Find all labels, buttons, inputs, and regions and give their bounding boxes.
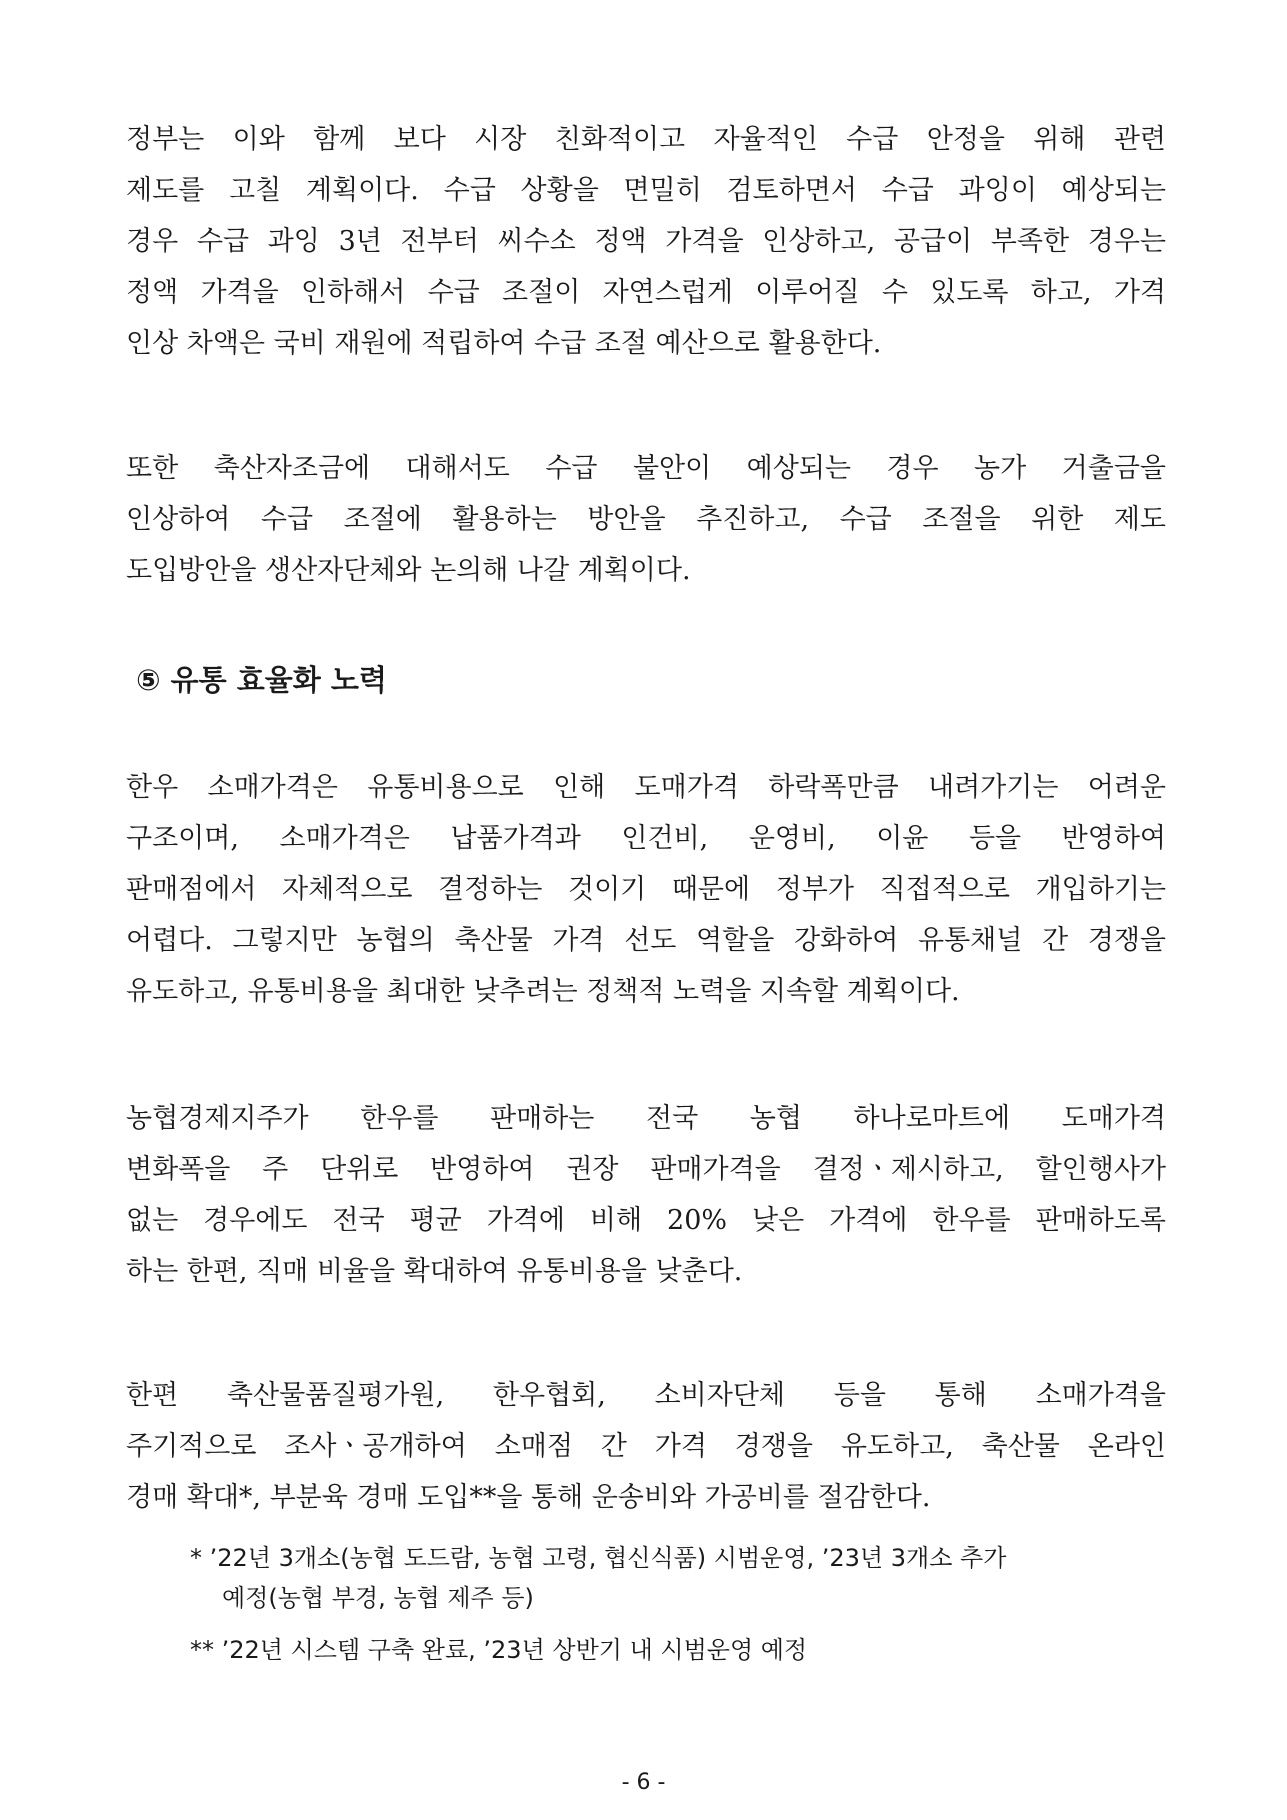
paragraph-line: 한우 소매가격은 유통비용으로 인해 도매가격 하락폭만큼 내려가기는 어려운 [126,772,1166,803]
paragraph-line: 또한 축산자조금에 대해서도 수급 불안이 예상되는 경우 농가 거출금을 [126,453,1166,484]
paragraph-line: 정부는 이와 함께 보다 시장 친화적이고 자율적인 수급 안정을 위해 관련 [126,124,1166,155]
paragraph-line: 없는 경우에도 전국 평균 가격에 비해 20% 낮은 가격에 한우를 판매하도록 [126,1205,1166,1236]
paragraph-line: 경우 수급 과잉 3년 전부터 씨수소 정액 가격을 인상하고, 공급이 부족한 경우는 [126,226,1166,257]
footnote-line: ** ’22년 시스템 구축 완료, ’23년 상반기 내 시범운영 예정 [190,1636,808,1664]
paragraph-line: 판매점에서 자체적으로 결정하는 것이기 때문에 정부가 직접적으로 개입하기는 [126,874,1166,905]
paragraph-line: 하는 한편, 직매 비율을 확대하여 유통비용을 낮춘다. [126,1256,743,1287]
footnote-line: * ’22년 3개소(농협 도드람, 농협 고령, 협신식품) 시범운영, ’23년 3개소 추가 [190,1544,1007,1572]
paragraph-line: 도입방안을 생산자단체와 논의해 나갈 계획이다. [126,555,691,586]
footnote-online-auction [190,1538,1170,1618]
paragraph-line: 인상하여 수급 조절에 활용하는 방안을 추진하고, 수급 조절을 위한 제도 [126,504,1166,535]
paragraph-supply-system [126,114,1166,369]
paragraph-line: 경매 확대*, 부분육 경매 도입**을 통해 운송비와 가공비를 절감한다. [126,1482,931,1513]
footnote-line: 예정(농협 부경, 농협 제주 등) [222,1584,534,1612]
paragraph-line: 주기적으로 조사ㆍ공개하여 소매점 간 가격 경쟁을 유도하고, 축산물 온라인 [126,1431,1166,1462]
paragraph-line: 한편 축산물품질평가원, 한우협회, 소비자단체 등을 통해 소매가격을 [126,1380,1166,1411]
paragraph-retail-price [126,762,1166,1017]
footnote-partial-meat-auction [190,1630,1170,1670]
section-heading: ⑤ 유통 효율화 노력 [136,663,387,697]
paragraph-line: 인상 차액은 국비 재원에 적립하여 수급 조절 예산으로 활용한다. [126,328,882,359]
paragraph-hanaro-mart [126,1093,1166,1297]
paragraph-line: 구조이며, 소매가격은 납품가격과 인건비, 운영비, 이윤 등을 반영하여 [126,823,1166,854]
paragraph-checkoff [126,443,1166,596]
paragraph-price-survey [126,1370,1166,1523]
paragraph-line: 농협경제지주가 한우를 판매하는 전국 농협 하나로마트에 도매가격 [126,1103,1166,1134]
paragraph-line: 제도를 고칠 계획이다. 수급 상황을 면밀히 검토하면서 수급 과잉이 예상되는 [126,175,1166,206]
paragraph-line: 유도하고, 유통비용을 최대한 낮추려는 정책적 노력을 지속할 계획이다. [126,976,960,1007]
paragraph-line: 변화폭을 주 단위로 반영하여 권장 판매가격을 결정ㆍ제시하고, 할인행사가 [126,1154,1166,1185]
paragraph-line: 어렵다. 그렇지만 농협의 축산물 가격 선도 역할을 강화하여 유통채널 간 경쟁을 [126,925,1166,956]
page-number: - 6 - [621,1770,666,1795]
paragraph-line: 정액 가격을 인하해서 수급 조절이 자연스럽게 이루어질 수 있도록 하고, 가격 [126,277,1166,308]
